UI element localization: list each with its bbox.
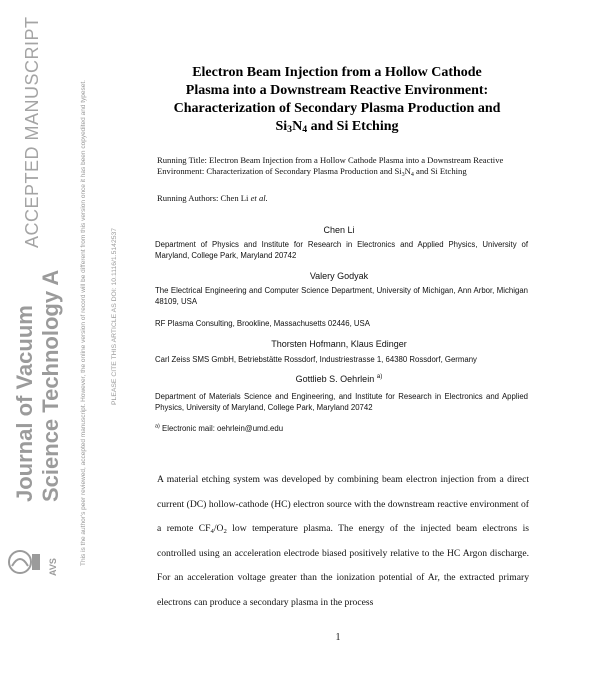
author-affiliation: RF Plasma Consulting, Brookline, Massachusetts 02446, USA (155, 319, 370, 328)
avs-logo-icon (8, 548, 42, 576)
author-affiliation: Carl Zeiss SMS GmbH, Betriebstätte Rossdorf, Industriestrasse 1, 64380 Rossdorf, Germany (155, 355, 477, 364)
author-affiliation: The Electrical Engineering and Computer Science Department, University of Michigan, Ann Arbor, Michigan 48109, USA (155, 286, 528, 306)
journal-sidebar (0, 0, 148, 675)
author-affiliation: Department of Materials Science and Engineering, and Institute for Research in Electronics and Applied Physics, University of Maryland, College Park, Maryland 20742 (155, 392, 528, 412)
page-number: 1 (335, 632, 341, 643)
journal-name-line2: Science Technology A (38, 269, 63, 502)
abstract-text: A material etching system was developed by combining beam electron injection from a direct current (DC) hollow-cathode (HC) electron source with the downstream reactive environment of a remote $CF_4/O_2$ low temperature plasma. The energy of the injected beam electrons is controlled using an acceleration electrode biased positively relative to the HC Argon discharge. For an acceleration voltage greater than the ionization potential of Ar, the extracted primary electrons can produce a secondary plasma in the process (157, 474, 529, 608)
author-name: Valery Godyak (309, 271, 369, 281)
title-line-2: Plasma into a Downstream Reactive Environment: (185, 83, 489, 98)
paper-title (150, 64, 524, 136)
manuscript-disclaimer: This is the author's peer reviewed, accepted manuscript. However, the online version of record will be different from this version once it has been copyedited and typeset. (80, 80, 87, 566)
author-name: Gottlieb S. Oehrlein $^{a)}$ (295, 373, 383, 384)
corresponding-email: $^{a)}$ Electronic mail: oehrlein@umd.edu (155, 423, 284, 433)
title-line-3: Characterization of Secondary Plasma Production and (173, 101, 501, 116)
avs-logo-text: AVS (48, 558, 58, 576)
running-title: Running Title: Electron Beam Injection from a Hollow Cathode Plasma into a Downstream Reactive Environment: Characterization of Secondary Plasma Production and $Si_3N_4$ and Si Etching (157, 155, 504, 178)
journal-name-line1: Journal of Vacuum (12, 305, 37, 502)
accepted-manuscript-label: ACCEPTED MANUSCRIPT (22, 16, 42, 248)
title-line-1: Electron Beam Injection from a Hollow Cathode (192, 65, 482, 80)
doi-citation: PLEASE CITE THIS ARTICLE AS DOI: 10.1116/1.5142537 (111, 227, 118, 405)
author-name: Thorsten Hofmann, Klaus Edinger (271, 339, 407, 349)
running-authors: Running Authors: Chen Li et al. (157, 193, 268, 203)
title-line-4: $Si_3N_4$ and Si Etching (275, 119, 399, 135)
author-affiliation: Department of Physics and Institute for Research in Electronics and Applied Physics, University of Maryland, College Park, Maryland 20742 (155, 240, 528, 260)
author-name: Chen Li (323, 225, 355, 235)
